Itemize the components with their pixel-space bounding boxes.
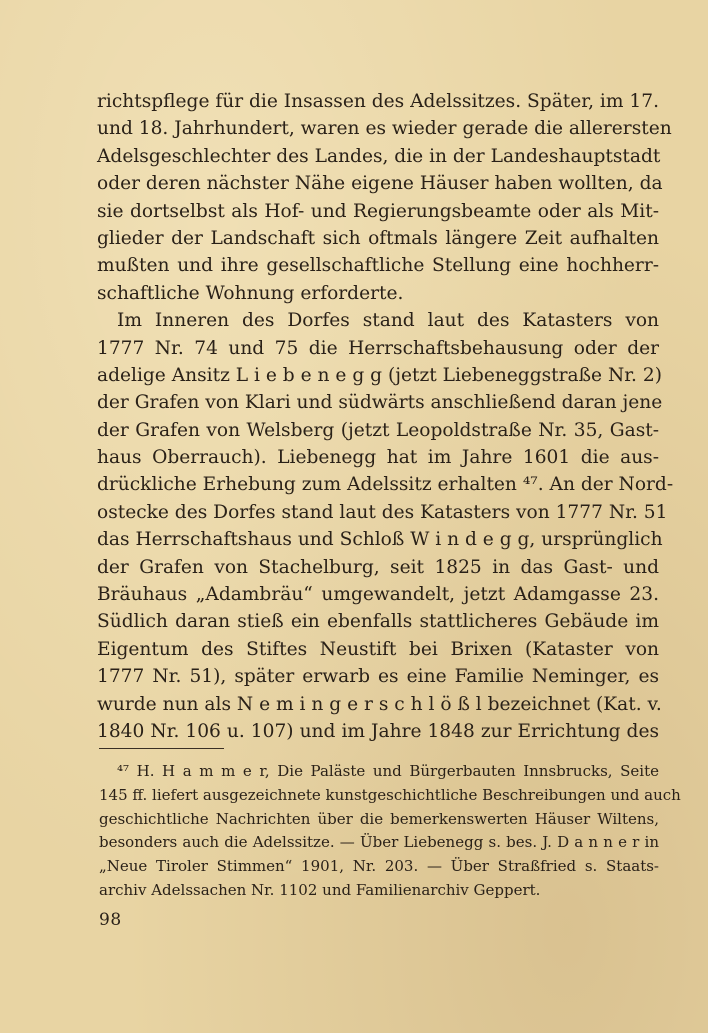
text-line: richtspflege für die Insassen des Adelssitzes. Später, im 17. bbox=[97, 91, 659, 112]
text-line: das Herrschaftshaus und Schloß W i n d e g g, ursprünglich bbox=[97, 529, 663, 551]
text-line: drückliche Erhebung zum Adelssitz erhalten ⁴⁷. An der Nord- bbox=[97, 474, 674, 496]
text-line: sie dortselbst als Hof- und Regierungsbeamte oder als Mit- bbox=[97, 200, 659, 222]
footnote-divider bbox=[99, 748, 224, 749]
text-line: der Grafen von Welsberg (jetzt Leopoldstraße Nr. 35, Gast- bbox=[97, 419, 659, 441]
text-line: adelige Ansitz L i e b e n e g g (jetzt Liebeneggstraße Nr. 2) bbox=[97, 364, 662, 386]
text-line: Adelsgeschlechter des Landes, die in der Landeshauptstadt bbox=[97, 145, 661, 167]
footnote-line: „Neue Tiroler Stimmen“ 1901, Nr. 203. — Über Straßfried s. Staats- bbox=[99, 857, 659, 876]
text-line: oder deren nächster Nähe eigene Häuser haben wollten, da bbox=[97, 173, 663, 195]
text-line: wurde nun als N e m i n g e r s c h l ö ß l bezeichnet (Kat. v. bbox=[97, 693, 662, 715]
text-line: der Grafen von Stachelburg, seit 1825 in das Gast- und bbox=[97, 556, 659, 578]
footnote-line: ⁴⁷ H. H a m m e r, Die Paläste und Bürgerbauten Innsbrucks, Seite bbox=[117, 762, 659, 780]
text-line: Südlich daran stieß ein ebenfalls stattlicheres Gebäude im bbox=[97, 611, 659, 633]
text-line: 1840 Nr. 106 u. 107) und im Jahre 1848 zur Errichtung des bbox=[97, 720, 659, 742]
text-line: Eigentum des Stiftes Neustift bei Brixen (Kataster von bbox=[97, 638, 659, 660]
text-line: glieder der Landschaft sich oftmals längere Zeit aufhalten bbox=[97, 227, 659, 249]
main-text bbox=[97, 88, 674, 745]
footnotes bbox=[99, 760, 681, 903]
footnote-line: besonders auch die Adelssitze. — Über Liebenegg s. bes. J. D a n n e r in bbox=[99, 833, 659, 852]
page-number: 98 bbox=[99, 910, 122, 930]
text-line: schaftliche Wohnung erforderte. bbox=[97, 282, 404, 304]
text-line: 1777 Nr. 51), später erwarb es eine Familie Neminger, es bbox=[97, 666, 659, 688]
text-line: ostecke des Dorfes stand laut des Katasters von 1777 Nr. 51 bbox=[97, 501, 668, 523]
footnote-line: archiv Adelssachen Nr. 1102 und Familienarchiv Geppert. bbox=[99, 880, 541, 899]
text-line: haus Oberrauch). Liebenegg hat im Jahre 1601 die aus- bbox=[97, 447, 659, 469]
footnote-line: geschichtliche Nachrichten über die bemerkenswerten Häuser Wiltens, bbox=[99, 809, 659, 828]
text-line: 1777 Nr. 74 und 75 die Herrschaftsbehausung oder der bbox=[97, 337, 659, 359]
text-line: der Grafen von Klari und südwärts anschließend daran jene bbox=[97, 392, 663, 414]
text-line: und 18. Jahrhundert, waren es wieder gerade die allerersten bbox=[97, 118, 672, 140]
footnote-line: 145 ff. liefert ausgezeichnete kunstgeschichtliche Beschreibungen und auch bbox=[99, 785, 681, 804]
text-line: mußten und ihre gesellschaftliche Stellung eine hochherr- bbox=[97, 255, 659, 277]
text-line: Bräuhaus „Adambräu“ umgewandelt, jetzt Adamgasse 23. bbox=[97, 584, 659, 606]
paragraph-start-line: Im Inneren des Dorfes stand laut des Katasters von bbox=[117, 310, 659, 332]
